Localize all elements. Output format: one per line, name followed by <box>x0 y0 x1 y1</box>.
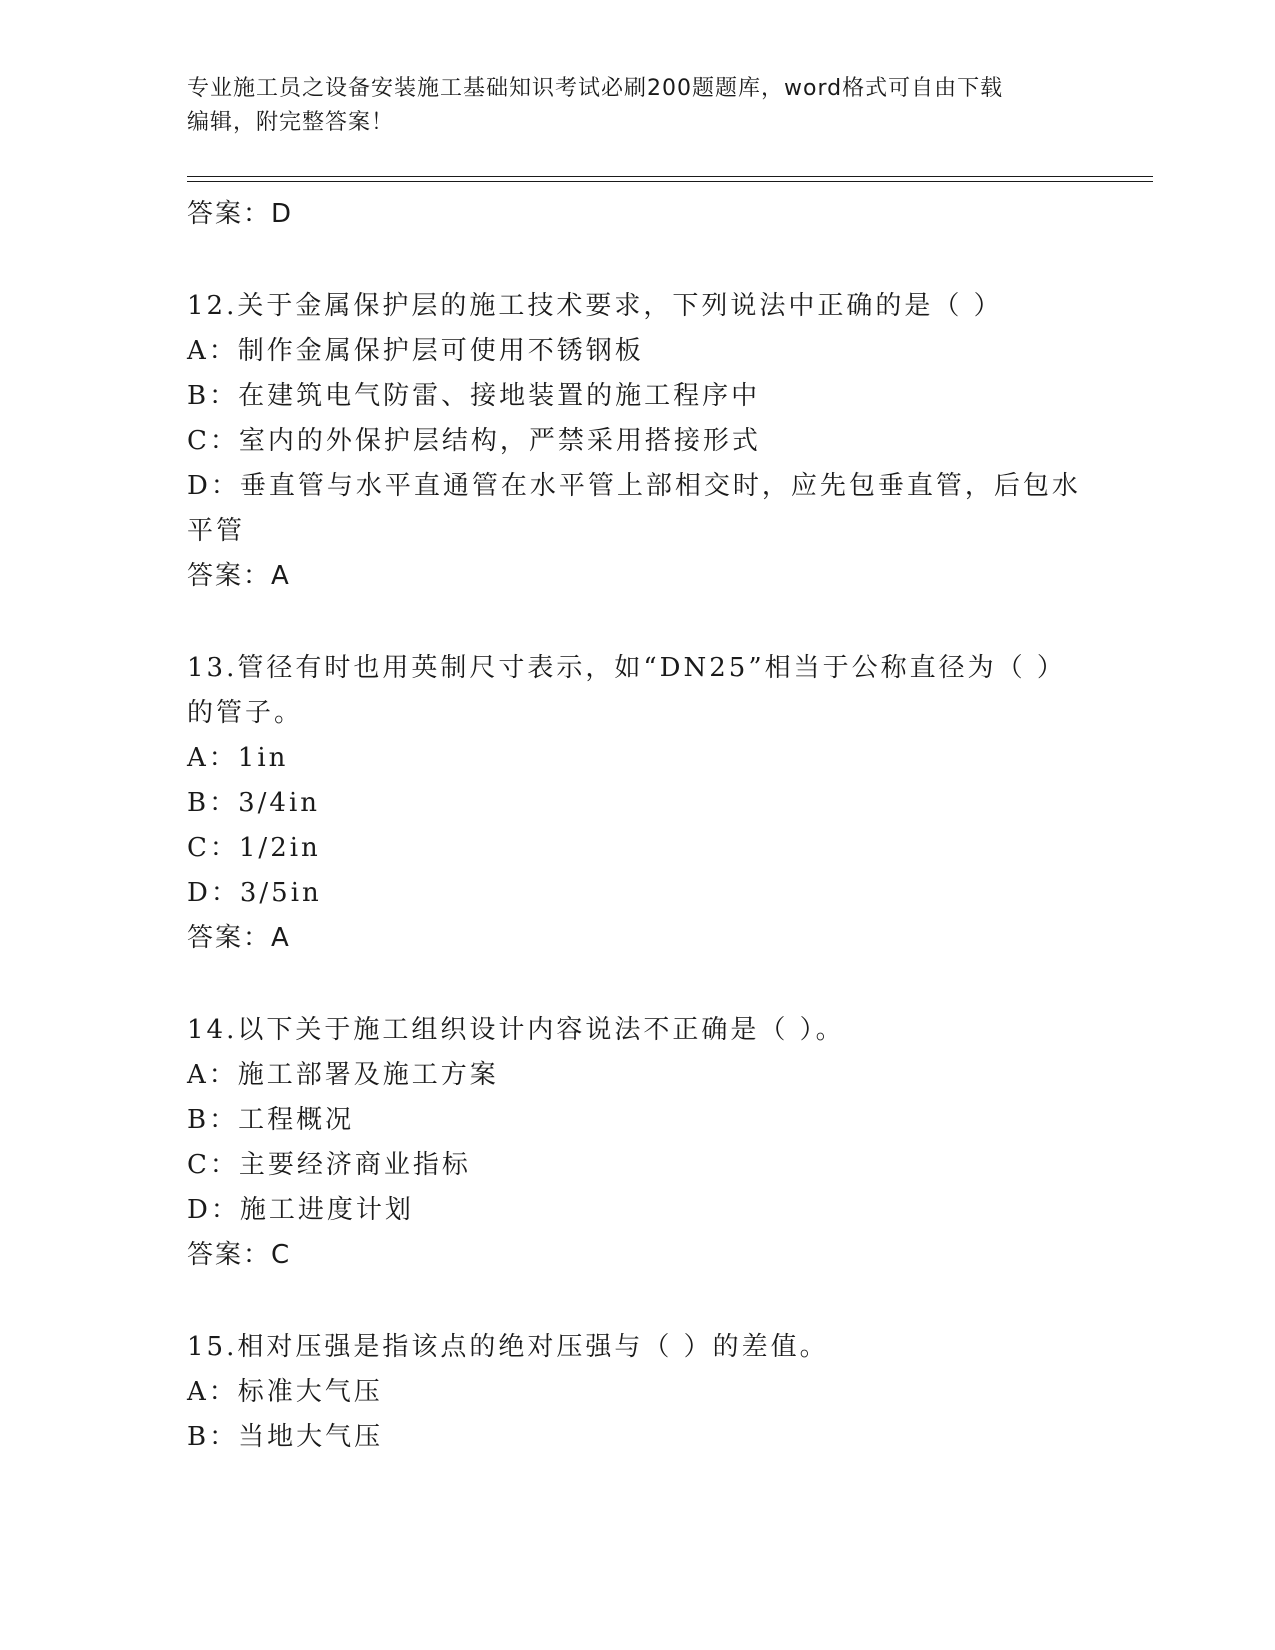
option-b: B：工程概况 <box>187 1105 355 1135</box>
option-d-continued: 平管 <box>187 516 246 546</box>
option-c: C：1/2in <box>187 833 321 863</box>
question-stem: 12.关于金属保护层的施工技术要求，下列说法中正确的是（ ） <box>187 291 1003 321</box>
header-divider-top <box>187 176 1153 177</box>
option-b: B：当地大气压 <box>187 1422 384 1452</box>
option-c: C：室内的外保护层结构，严禁采用搭接形式 <box>187 426 761 456</box>
option-b: B：在建筑电气防雷、接地装置的施工程序中 <box>187 381 761 411</box>
header-line-2: 编辑，附完整答案！ <box>187 110 395 135</box>
answer-line: 答案：C <box>187 1240 292 1270</box>
option-a: A：制作金属保护层可使用不锈钢板 <box>187 336 644 366</box>
option-d: D：垂直管与水平直通管在水平管上部相交时，应先包垂直管，后包水 <box>187 471 1081 501</box>
option-d: D：施工进度计划 <box>187 1195 414 1225</box>
option-a: A：1in <box>187 743 289 773</box>
option-a: A：施工部署及施工方案 <box>187 1060 499 1090</box>
question-stem-continued: 的管子。 <box>187 698 304 728</box>
question-block <box>187 284 1087 599</box>
answer-line: 答案：A <box>187 561 291 591</box>
question-list <box>187 192 1087 1460</box>
header-line-1: 专业施工员之设备安装施工基础知识考试必刷200题题库，word格式可自由下载 <box>187 76 1004 101</box>
question-block <box>187 646 1087 961</box>
question-stem: 14.以下关于施工组织设计内容说法不正确是（ ）。 <box>187 1015 845 1045</box>
option-a: A：标准大气压 <box>187 1377 383 1407</box>
question-stem: 15.相对压强是指该点的绝对压强与（ ）的差值。 <box>187 1332 829 1362</box>
question-block <box>187 1325 1087 1460</box>
option-c: C：主要经济商业指标 <box>187 1150 471 1180</box>
option-d: D：3/5in <box>187 878 322 908</box>
question-stem: 13.管径有时也用英制尺寸表示，如“DN25”相当于公称直径为（ ） <box>187 653 1066 683</box>
document-header <box>187 72 1067 140</box>
option-b: B：3/4in <box>187 788 321 818</box>
answer-line: 答案：A <box>187 923 291 953</box>
answer-line: 答案：D <box>187 199 294 229</box>
header-divider-bottom <box>187 181 1153 182</box>
question-block <box>187 1008 1087 1278</box>
